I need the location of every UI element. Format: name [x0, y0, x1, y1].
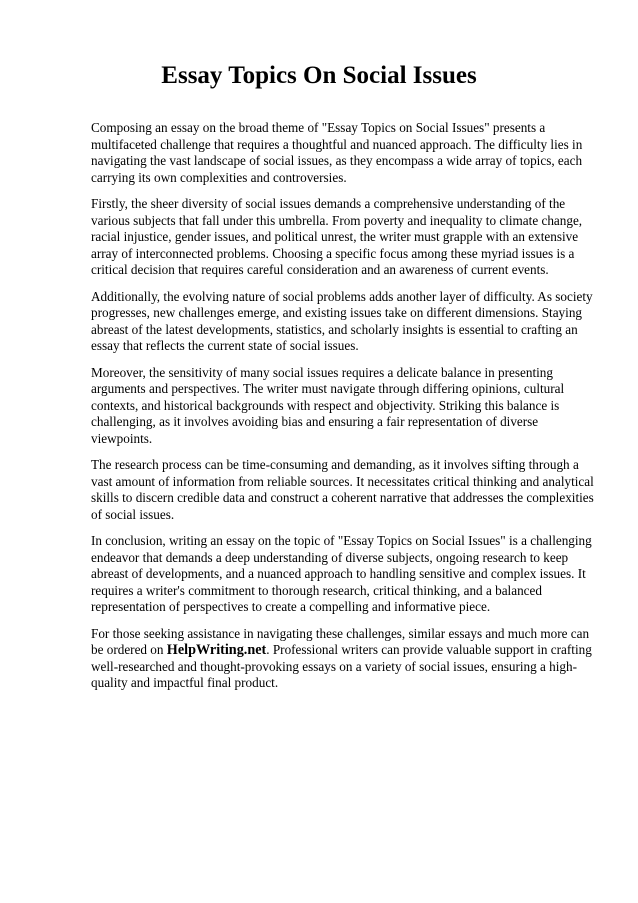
paragraph-evolving-nature: Additionally, the evolving nature of social problems adds another layer of difficulty. As society progresses, new challenges emerge, and existing issues take on different dimensions. Staying abreast of the latest developments, statistics, and scholarly insights is essential to crafting an essay that reflects the current state of social issues. [91, 288, 593, 353]
closing-text-after: . Professional writers can provide valuable support in crafting well-researched and thought-provoking essays on a variety of social issues, ensuring a high-quality and impactful final product. [91, 642, 592, 690]
paragraph-diversity: Firstly, the sheer diversity of social issues demands a comprehensive understanding of the various subjects that fall under this umbrella. From poverty and inequality to climate change, racial injustice, gender issues, and political unrest, the writer must grapple with an extensive array of interconnected problems. Choosing a specific focus among these myriad issues is a critical decision that requires careful consideration and an awareness of current events. [91, 196, 583, 277]
document-title: Essay Topics On Social Issues [161, 62, 477, 89]
closing-text-before: For those seeking assistance in navigating these challenges, similar essays and much more can be ordered on [91, 625, 590, 657]
paragraph-sensitivity: Moreover, the sensitivity of many social issues requires a delicate balance in presenting arguments and perspectives. The writer must navigate through differing opinions, cultural contexts, and historical backgrounds with respect and objectivity. Striking this balance is challenging, as it involves avoiding bias and ensuring a fair representation of diverse viewpoints. [91, 364, 565, 446]
paragraph-intro: Composing an essay on the broad theme of "Essay Topics on Social Issues" presents a multifaceted challenge that requires a thoughtful and nuanced approach. The difficulty lies in navigating the vast landscape of social issues, as they encompass a wide array of topics, each carrying its own complexities and controversies. [91, 120, 583, 185]
paragraph-research: The research process can be time-consuming and demanding, as it involves sifting through a vast amount of information from reliable sources. It necessitates critical thinking and analytical skills to discern credible data and construct a coherent narrative that addresses the complexities of social issues. [91, 457, 594, 522]
paragraph-closing [91, 626, 599, 692]
helpwriting-link[interactable]: HelpWriting.net [166, 642, 267, 658]
document-body [91, 120, 599, 702]
paragraph-conclusion: In conclusion, writing an essay on the topic of "Essay Topics on Social Issues" is a challenging endeavor that demands a deep understanding of diverse subjects, ongoing research to keep abreast of developments, and a nuanced approach to handling sensitive and complex issues. It requires a writer's commitment to thorough research, critical thinking, and a balanced representation of perspectives to create a compelling and informative piece. [91, 533, 592, 614]
